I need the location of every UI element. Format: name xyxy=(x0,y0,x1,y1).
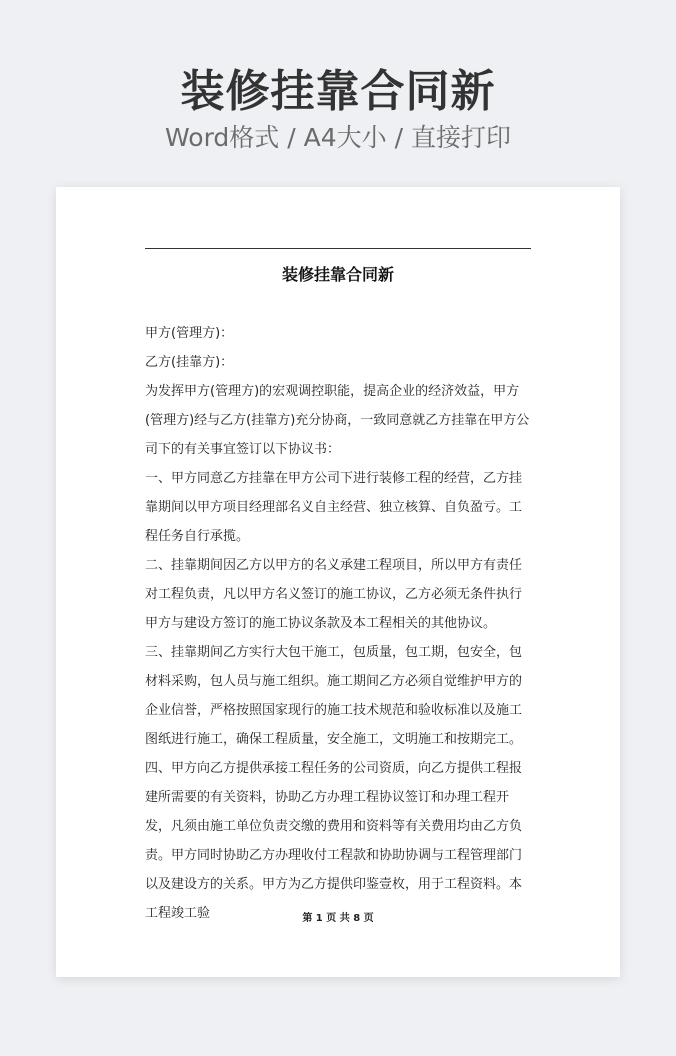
header-rule xyxy=(145,248,531,249)
document-title: 装修挂靠合同新 xyxy=(281,265,394,284)
party-a-line: 甲方(管理方)： xyxy=(145,326,234,341)
clause-3: 三、挂靠期间乙方实行大包干施工，包质量，包工期，包安全，包材料采购，包人员与施工组织。施工期间乙方必须自觉维护甲方的企业信誉，严格按照国家现行的施工技术规范和验收标准以及施工图纸进行施工，确保工程质量，安全施工，文明施工和按期完工。 xyxy=(145,645,523,747)
clause-2: 二、挂靠期间因乙方以甲方的名义承建工程项目，所以甲方有责任对工程负责，凡以甲方名义签订的施工协议，乙方必须无条件执行甲方与建设方签订的施工协议条款及本工程相关的其他协议。 xyxy=(145,558,523,631)
party-b-line: 乙方(挂靠方)： xyxy=(145,355,234,370)
banner-subtitle: Word格式 / A4大小 / 直接打印 xyxy=(165,123,511,152)
document-body xyxy=(145,319,531,928)
page-number: 第 1 页 共 8 页 xyxy=(302,913,374,924)
banner-title: 装修挂靠合同新 xyxy=(180,66,496,117)
clause-4: 四、甲方向乙方提供承接工程任务的公司资质，向乙方提供工程报建所需要的有关资料，协助乙方办理工程协议签订和办理工程开发，凡须由施工单位负责交缴的费用和资料等有关费用均由乙方负责。甲方同时协助乙方办理收付工程款和协助协调与工程管理部门以及建设方的关系。甲方为乙方提供印鉴壹枚，用于工程资料。本工程竣工验 xyxy=(145,761,523,921)
document-page xyxy=(56,187,620,977)
preamble-paragraph: 为发挥甲方(管理方)的宏观调控职能，提高企业的经济效益，甲方(管理方)经与乙方(挂靠方)充分协商，一致同意就乙方挂靠在甲方公司下的有关事宜签订以下协议书： xyxy=(145,384,530,457)
clause-1: 一、甲方同意乙方挂靠在甲方公司下进行装修工程的经营，乙方挂靠期间以甲方项目经理部名义自主经营、独立核算、自负盈亏。工程任务自行承揽。 xyxy=(145,471,523,544)
